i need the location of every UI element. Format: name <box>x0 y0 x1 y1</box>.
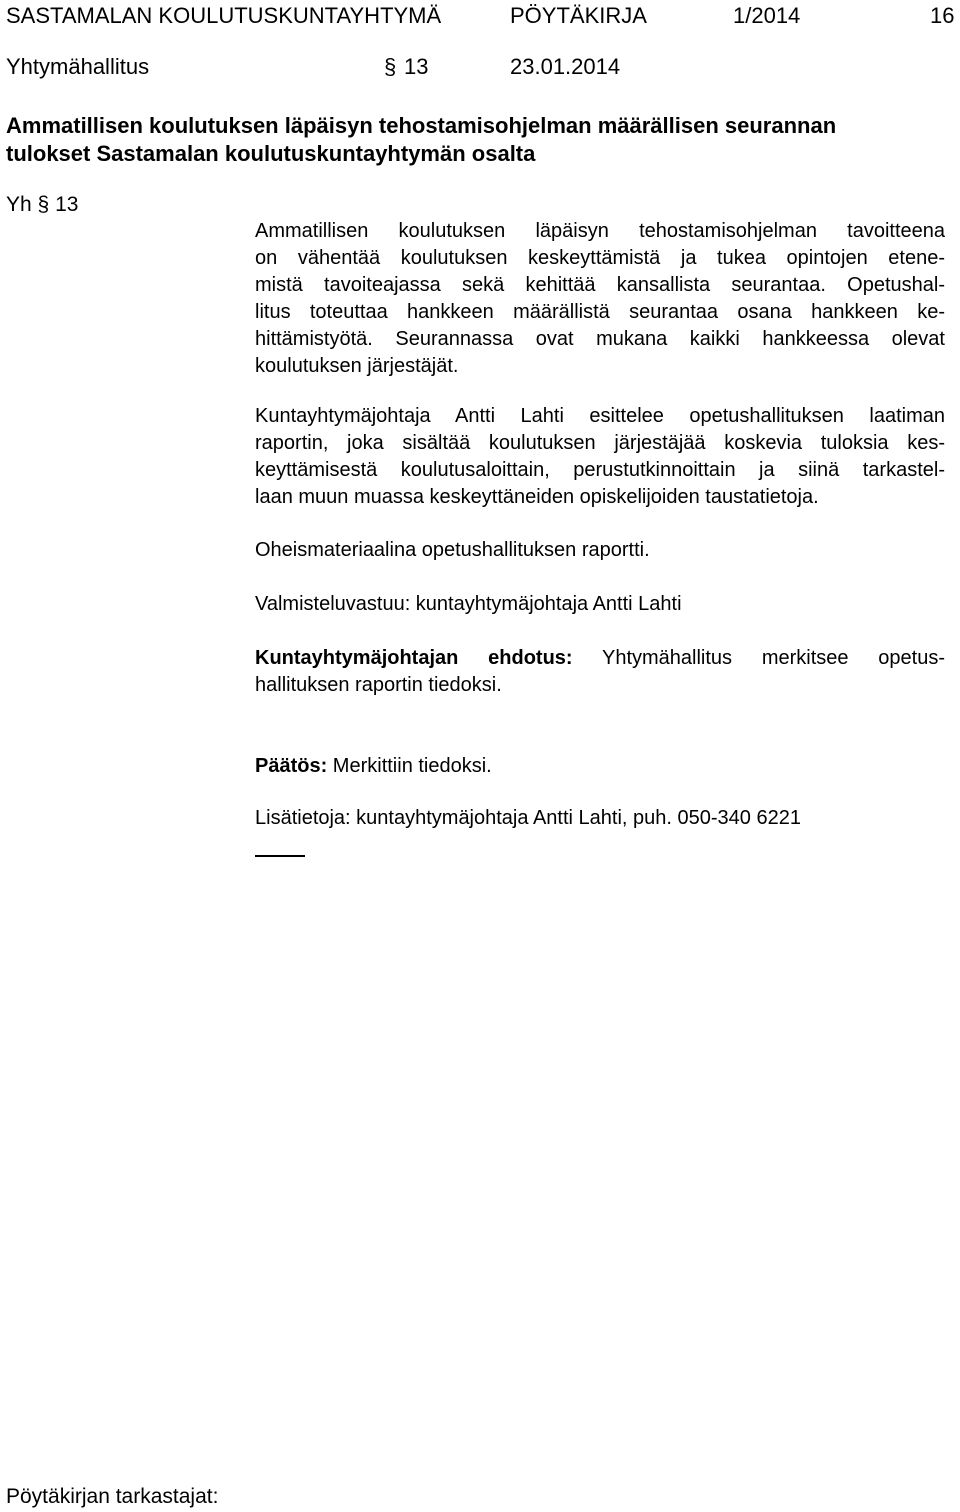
document-type: PÖYTÄKIRJA <box>510 3 647 28</box>
proposal-line-1 <box>255 645 945 672</box>
proposal-line-2: hallituksen raportin tiedoksi. <box>255 674 502 696</box>
proposal-label: Kuntayhtymäjohtajan ehdotus: <box>255 647 573 669</box>
body-name: Yhtymähallitus <box>6 54 150 79</box>
paragraph-presentation <box>255 403 945 511</box>
section-ref-number: 13 <box>55 193 79 216</box>
section-ref-symbol: § <box>37 193 50 216</box>
title-line-2: tulokset Sastamalan koulutuskuntayhtymän osalta <box>6 141 536 166</box>
paragraph-line: keyttämisestä koulutusaloittain, perustutkinnoittain ja siinä tarkastel- <box>255 459 945 481</box>
attachment-text: Oheismateriaalina opetushallituksen raportti. <box>255 539 650 561</box>
paragraph-line: Ammatillisen koulutuksen läpäisyn tehostamisohjelman tavoitteena <box>255 220 945 242</box>
document-number: 1/2014 <box>733 3 801 28</box>
meeting-date: 23.01.2014 <box>510 54 621 79</box>
paragraph-background <box>255 218 945 380</box>
title-line-1: Ammatillisen koulutuksen läpäisyn tehostamisohjelman määrällisen seurannan <box>6 113 837 138</box>
section-number: 13 <box>404 54 429 79</box>
reviewers-label: Pöytäkirjan tarkastajat: <box>6 1485 219 1508</box>
paragraph-line: mistä tavoiteajassa sekä kehittää kansallista seurantaa. Opetushal- <box>255 274 945 296</box>
section-ref-prefix: Yh <box>6 193 32 216</box>
paragraph-line: Kuntayhtymäjohtaja Antti Lahti esittelee opetushallituksen laatiman <box>255 405 945 427</box>
paragraph-line: koulutuksen järjestäjät. <box>255 355 459 377</box>
paragraph-line: litus toteuttaa hankkeen määrällistä seurantaa osana hankkeen ke- <box>255 301 945 323</box>
more-info-text: Lisätietoja: kuntayhtymäjohtaja Antti Lahti, puh. 050-340 6221 <box>255 807 801 829</box>
decision-line <box>255 753 945 780</box>
paragraph-line: hittämistyötä. Seurannassa ovat mukana kaikki hankkeessa olevat <box>255 328 945 350</box>
section-symbol: § <box>384 54 397 79</box>
proposal-text: Yhtymähallitus merkitsee opetus- <box>572 647 945 669</box>
section-reference <box>6 192 78 218</box>
page-number: 16 <box>930 3 955 28</box>
attachment-note <box>255 537 945 564</box>
organization-name: SASTAMALAN KOULUTUSKUNTAYHTYMÄ <box>6 3 442 28</box>
decision-label: Päätös: <box>255 755 328 777</box>
paragraph-line: laan muun muassa keskeyttäneiden opiskelijoiden taustatietoja. <box>255 486 819 508</box>
decision-text: Merkittiin tiedoksi. <box>327 755 492 777</box>
end-rule <box>255 855 305 857</box>
paragraph-line: raportin, joka sisältää koulutuksen järjestäjää koskevia tuloksia kes- <box>255 432 945 454</box>
more-info <box>255 805 945 832</box>
preparer-note <box>255 591 945 618</box>
proposal <box>255 645 945 699</box>
preparer-text: Valmisteluvastuu: kuntayhtymäjohtaja Antti Lahti <box>255 593 682 615</box>
decision <box>255 753 945 780</box>
paragraph-line: on vähentää koulutuksen keskeyttämistä ja tukea opintojen etene- <box>255 247 945 269</box>
